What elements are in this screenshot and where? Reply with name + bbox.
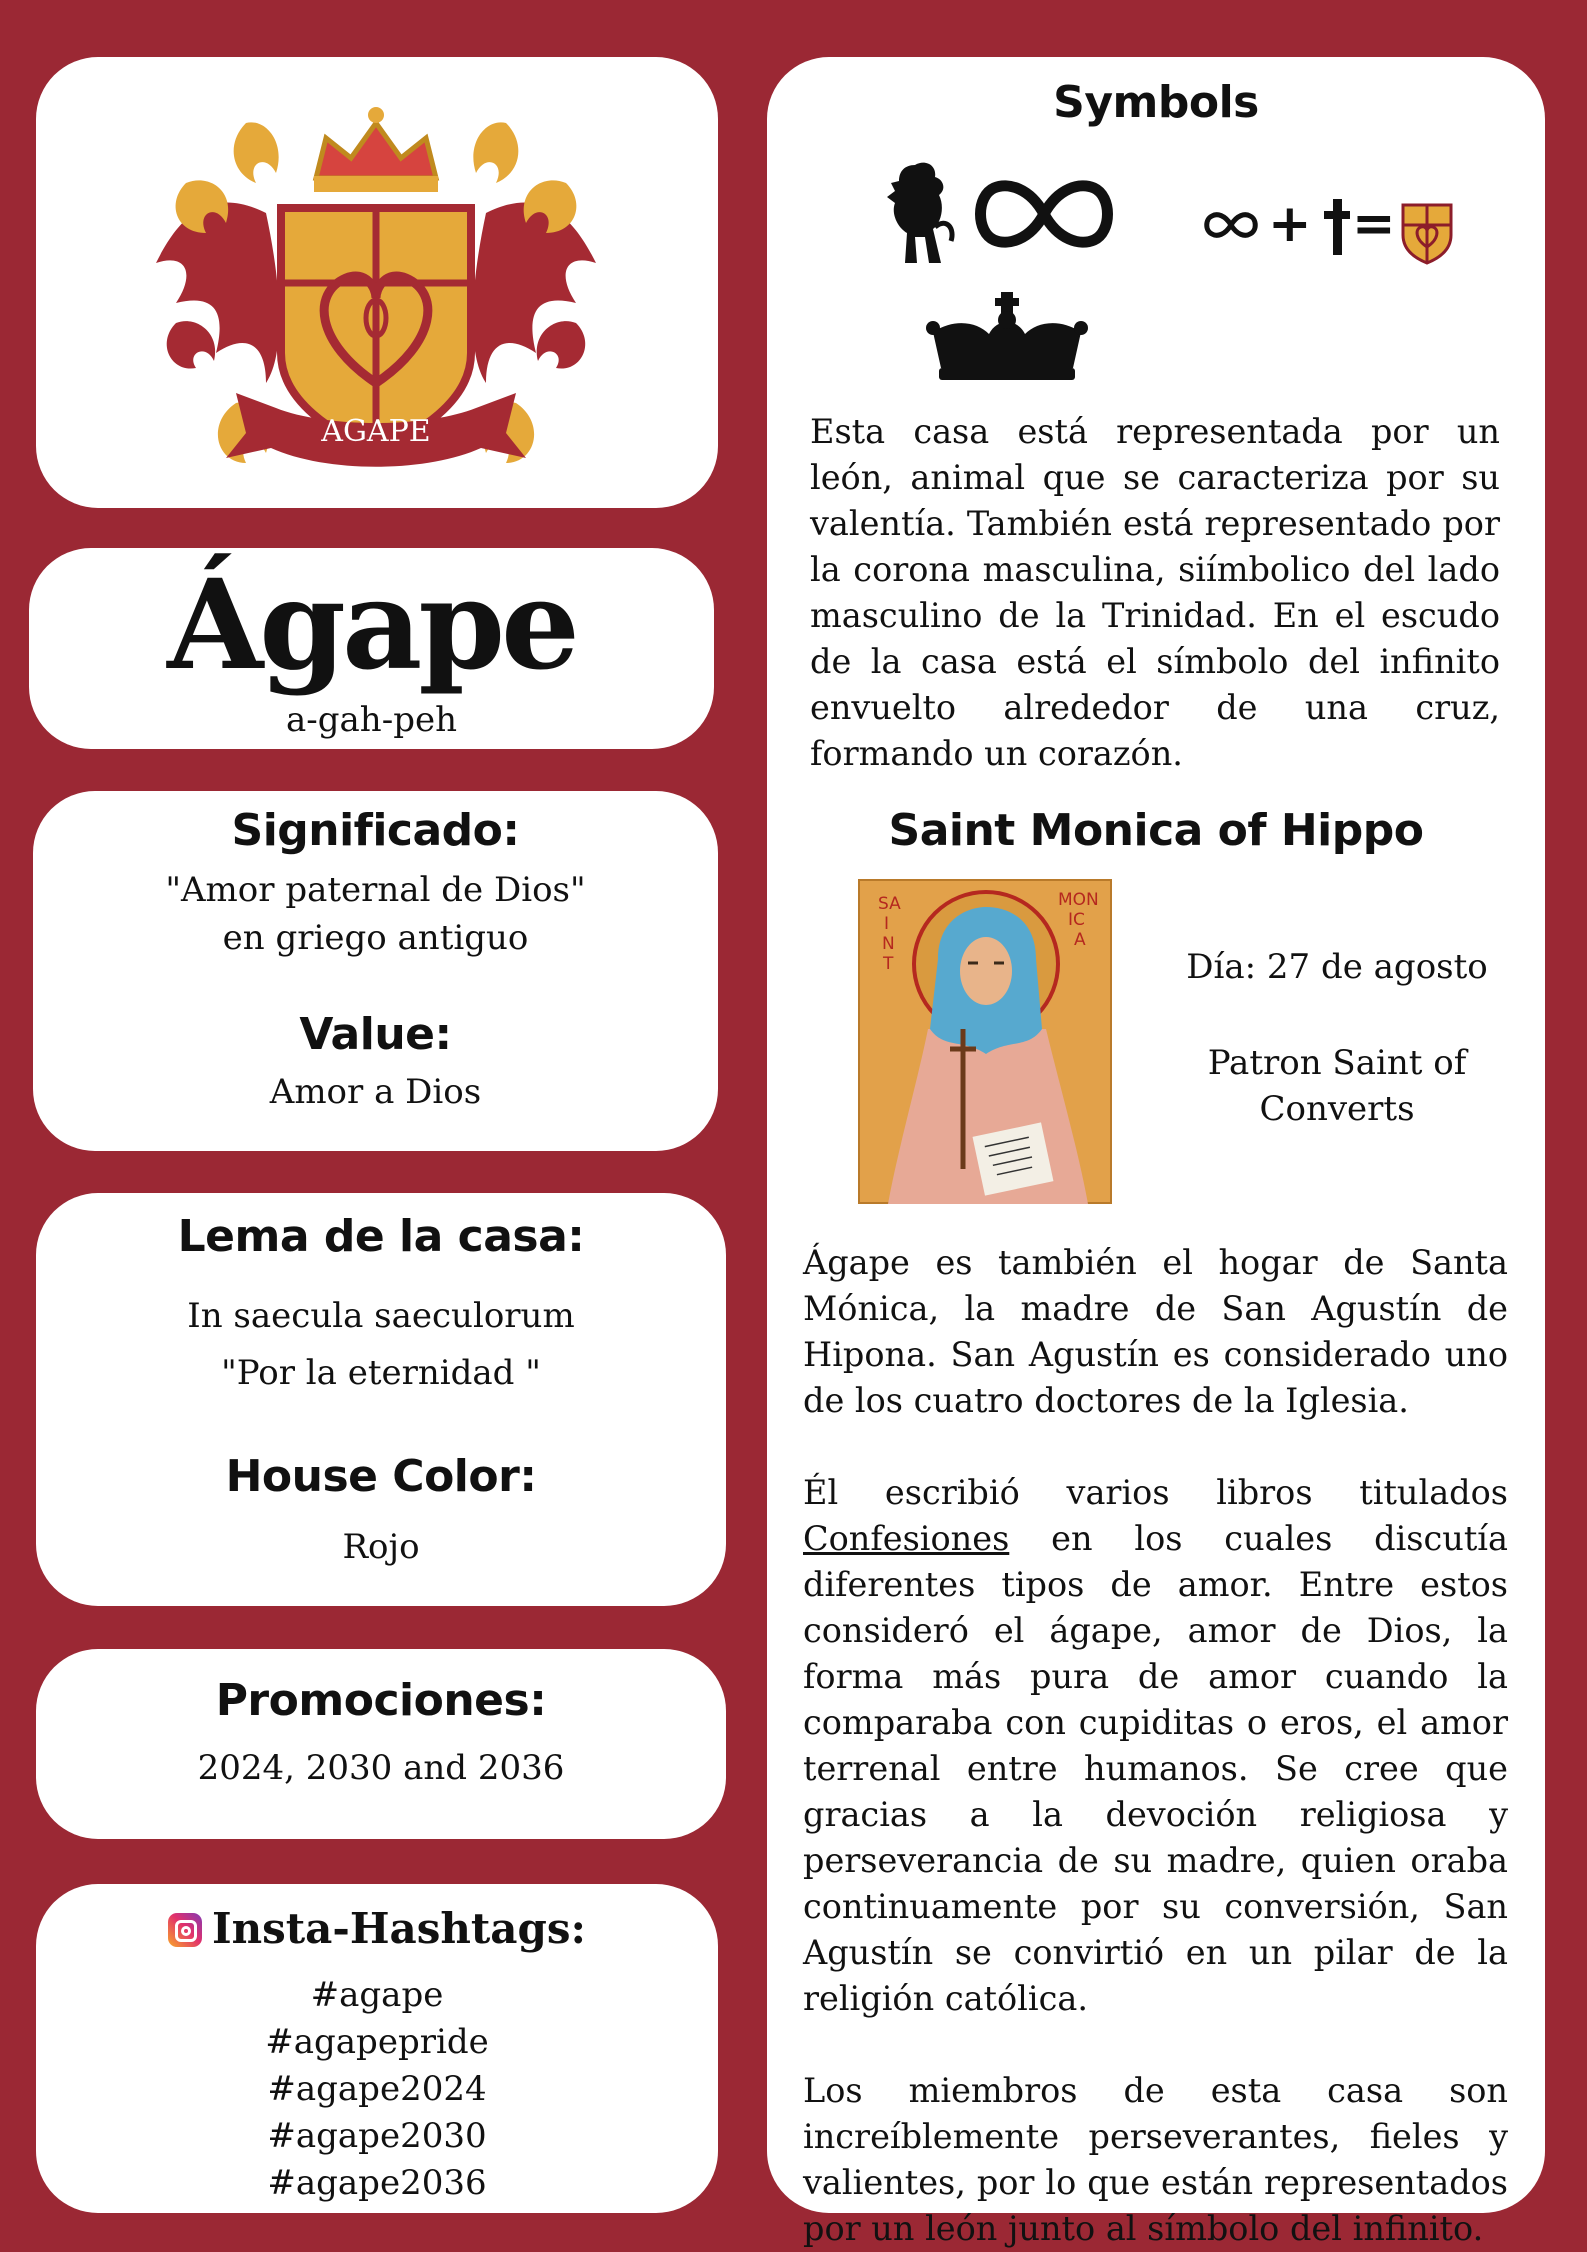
icon-left-text-3: N [882, 934, 895, 954]
patron-saint-of: Patron Saint of Converts [1207, 1043, 1467, 1129]
hashtag-item: #agapepride [265, 2022, 489, 2062]
icon-right-text-1: MON [1058, 890, 1099, 910]
saint-heading: Saint Monica of Hippo [888, 805, 1424, 856]
promotions-years: 2024, 2030 and 2036 [197, 1748, 565, 1788]
crest-crown [314, 107, 438, 192]
motto-card [36, 1193, 726, 1606]
promotions-heading: Promociones: [215, 1675, 547, 1726]
icon-right-text-3: A [1074, 930, 1086, 950]
hashtag-item: #agape2024 [267, 2069, 487, 2109]
house-color-text: Rojo [342, 1527, 420, 1567]
book-title-confesiones: Confesiones [803, 1519, 1010, 1558]
meaning-line-2: en griego antiguo [222, 918, 529, 958]
bio-p2-rest: en los cuales discutía diferentes tipos de amor. Entre estos consideró el ágape, amor de Dios, la forma más pura de amor cuando la comparaba con cupiditas o eros, el amor terrenal entre humanos. Se cree que gracias a la devoción religiosa y perseverancia de su madre, quien oraba continuamente por su conversión, San Agustín se convirtió en un pilar de la religión católica. [803, 1519, 1508, 2018]
infinity-small-icon [1204, 209, 1258, 241]
saint-biography [803, 1240, 1508, 2252]
hashtag-item: #agape2030 [267, 2116, 487, 2156]
house-crest-logo [116, 63, 636, 503]
motto-heading: Lema de la casa: [177, 1211, 585, 1262]
shield-icon [1399, 201, 1455, 265]
symbols-description: Esta casa está representada por un león, animal que se caracteriza por su valentía. También está representado por la corona masculina, siímbolico del lado masculino de la Trinidad. En el escudo de la casa está el símbolo del infinito envuelto alrededor de una cruz, formando un corazón. [810, 412, 1500, 773]
promotions-card [36, 1649, 726, 1839]
symbols-heading: Symbols [1053, 77, 1259, 128]
hashtag-item: #agape [310, 1975, 444, 2015]
instagram-icon [168, 1913, 202, 1947]
feast-day: Día: 27 de agosto [1186, 947, 1488, 987]
hashtags-heading: Insta-Hashtags: [211, 1904, 587, 1953]
symbols-saint-card [767, 57, 1545, 2248]
hashtag-list [36, 1972, 718, 2207]
bio-paragraph-2 [803, 1470, 1508, 2022]
house-color-heading: House Color: [225, 1451, 537, 1502]
equation-plus: + [1268, 194, 1312, 254]
crown-icon [925, 292, 1089, 382]
meaning-card [33, 791, 718, 1151]
infinity-icon [970, 174, 1118, 254]
cross-icon [1322, 199, 1352, 255]
bio-paragraph-3: Los miembros de esta casa son increíblemente perseverantes, fieles y valientes, por lo que están representados por un león junto al símbolo del infinito. [803, 2071, 1508, 2248]
hashtag-item: #agape2036 [267, 2163, 487, 2203]
crest-card [36, 57, 718, 508]
equation-equals: = [1352, 194, 1396, 254]
bio-p2-start: Él escribió varios libros titulados [803, 1473, 1508, 1512]
icon-left-text-1: SA [878, 894, 901, 914]
hashtags-card [36, 1884, 718, 2213]
motto-latin: In saecula saeculorum [187, 1296, 575, 1336]
meaning-line-1: "Amor paternal de Dios" [165, 870, 586, 910]
icon-right-text-2: IC [1068, 910, 1085, 930]
icon-left-text-2: I [884, 914, 890, 934]
lion-icon [885, 157, 957, 267]
pronunciation: a-gah-peh [286, 700, 457, 740]
value-text: Amor a Dios [269, 1072, 482, 1112]
house-name: Ágape [167, 553, 576, 698]
crest-banner-text: AGAPE [321, 414, 431, 449]
meaning-heading: Significado: [231, 805, 520, 856]
bio-paragraph-1: Ágape es también el hogar de Santa Mónica, la madre de San Agustín de Hipona. San Agustín es considerado uno de los cuatro doctores de la Iglesia. [803, 1243, 1508, 1420]
title-card [29, 548, 714, 749]
motto-translation: "Por la eternidad " [221, 1353, 541, 1393]
icon-left-text-4: T [883, 954, 894, 974]
value-heading: Value: [299, 1009, 452, 1060]
saint-monica-icon-image [858, 879, 1112, 1204]
